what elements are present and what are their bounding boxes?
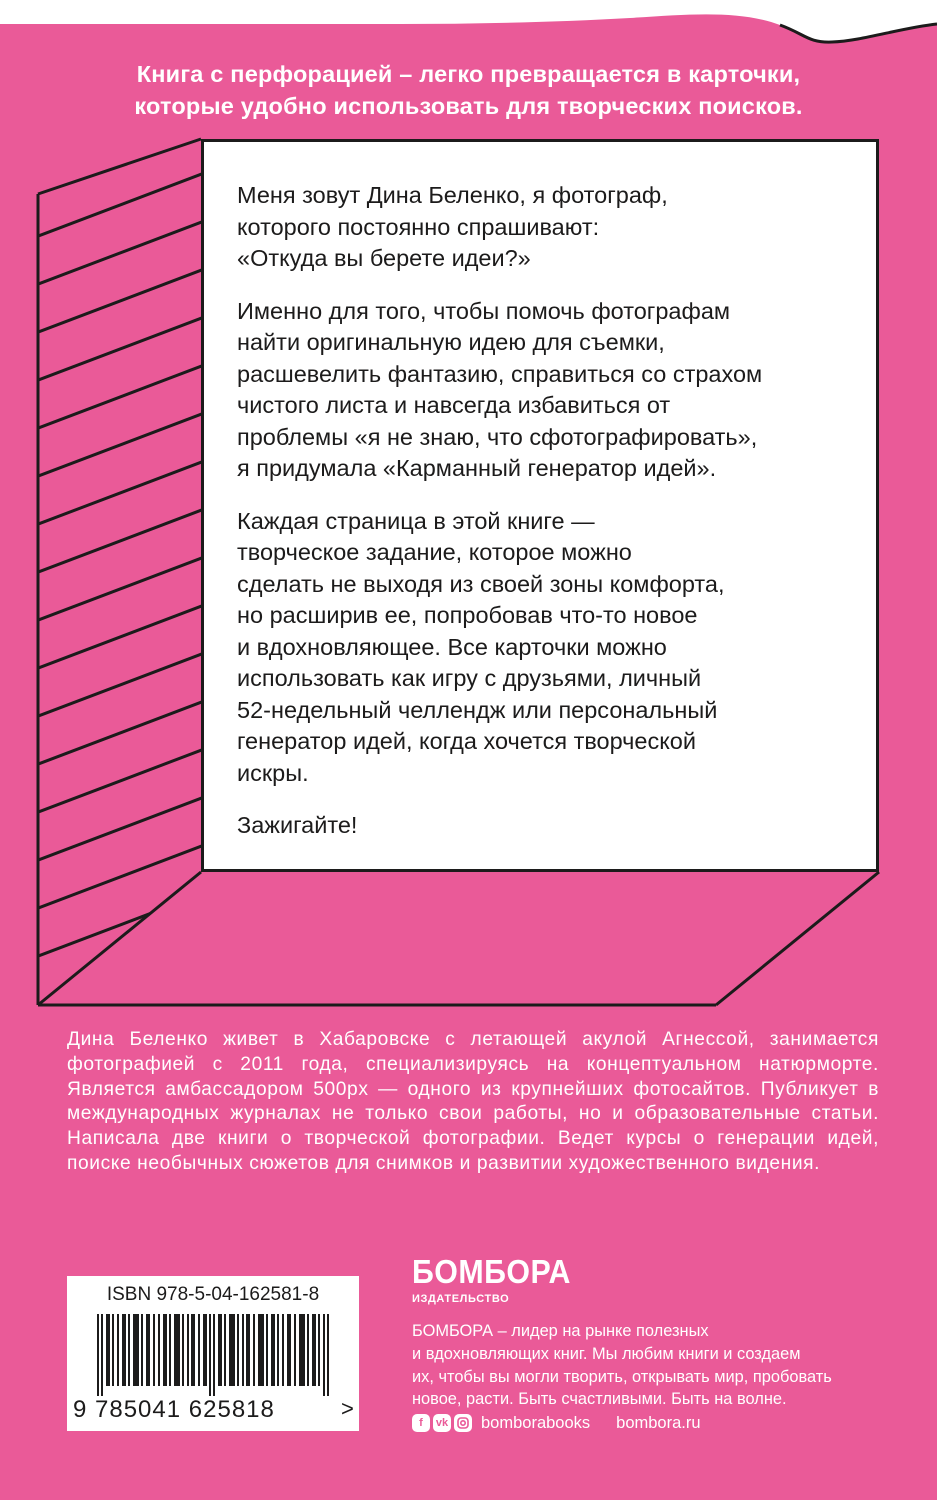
barcode <box>97 1314 329 1396</box>
ean-digits: 9 785041 625818 <box>73 1396 275 1423</box>
publisher-website[interactable]: bombora.ru <box>616 1413 701 1432</box>
publisher-logo: БОМБОРА <box>412 1253 571 1290</box>
publisher-line-4: новое, расти. Быть счастливыми. Быть на волне. <box>412 1390 787 1409</box>
author-bio: Дина Беленко живет в Хабаровске с летающей акулой Агнессой, занимается фотографией с 2011 года, специализируясь на концептуальном натюрморте. Является амбассадором 500px — одного из крупнейших фотосайтов. Публикует в международных журналах не только свои работы, но и образовательные статьи. Написала две книги о творческой фотографии. Ведет курсы о генерации идей, поиске необычных сюжетов для снимков и развитии художественного видения. <box>67 1029 879 1174</box>
paragraph-1: Меня зовут Дина Беленко, я фотограф, которого постоянно спрашивают: «Откуда вы берете идеи?» <box>237 182 668 271</box>
social-handle[interactable]: bomborabooks <box>481 1413 591 1432</box>
paragraph-4: Зажигайте! <box>237 812 358 838</box>
publisher-description <box>412 1320 882 1411</box>
intro-line-2: которые удобно использовать для творческих поисков. <box>134 93 803 119</box>
isbn-barcode-block <box>67 1276 359 1431</box>
side-face-stripes <box>20 167 220 963</box>
publisher-logo-subtitle: ИЗДАТЕЛЬСТВО <box>412 1293 510 1305</box>
paragraph-2: Именно для того, чтобы помочь фотографам найти оригинальную идею для съемки, расшевелить фантазию, справиться со страхом чистого листа и навсегда избавиться от проблемы «я не знаю, что сфотографировать», я придумала «Карманный генератор идей». <box>237 297 763 481</box>
social-links <box>412 1412 701 1434</box>
description-card <box>201 139 879 872</box>
vk-icon[interactable]: vk <box>433 1414 451 1432</box>
publisher-line-1: БОМБОРА – лидер на рынке полезных <box>412 1322 709 1340</box>
description-text <box>237 180 867 863</box>
publisher-line-2: и вдохновляющих книг. Мы любим книги и создаем <box>412 1344 801 1363</box>
paragraph-3: Каждая страница в этой книге — творческое задание, которое можно сделать не выходя из своей зоны комфорта, но расширив ее, попробовав что-то новое и вдохновляющее. Все карточки можно использовать как игру с друзьями, личный 52-недельный челлендж или персональный генератор идей, когда хочется творческой искры. <box>237 507 725 786</box>
intro-line-1: Книга с перфорацией – легко превращается в карточки, <box>136 61 801 87</box>
isbn-label: ISBN 978-5-04-162581-8 <box>106 1284 320 1305</box>
publisher-line-3: их, чтобы вы могли творить, открывать мир, пробовать <box>412 1367 832 1386</box>
instagram-icon[interactable] <box>454 1414 472 1432</box>
ean-arrow: > <box>341 1396 354 1421</box>
facebook-icon[interactable]: f <box>412 1414 430 1432</box>
